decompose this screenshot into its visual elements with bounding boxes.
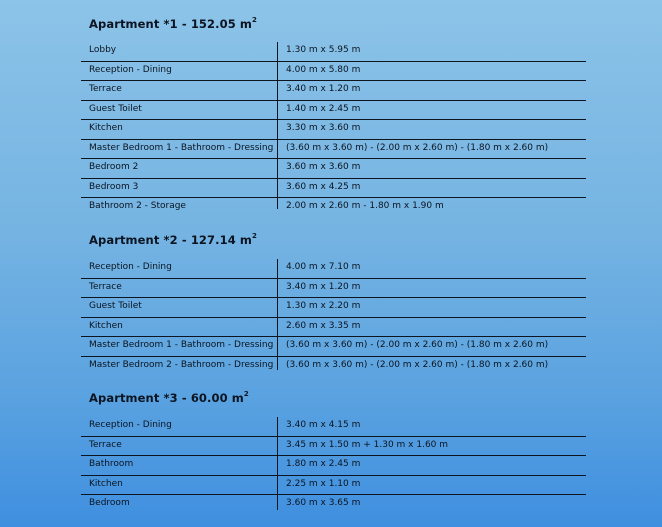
table-row	[81, 140, 586, 160]
apartment-1-table	[81, 42, 586, 217]
table-row	[81, 198, 586, 217]
apartment-3-title-text: Apartment *3 - 60.00 m	[89, 391, 244, 405]
room-label: Bathroom 2 - Storage	[89, 201, 186, 211]
room-label: Master Bedroom 1 - Bathroom - Dressing	[89, 340, 274, 350]
room-dimensions: 2.60 m x 3.35 m	[286, 320, 361, 331]
room-label: Kitchen	[89, 320, 123, 331]
table-row	[81, 42, 586, 62]
apartment-2-title-text: Apartment *2 - 127.14 m	[89, 233, 252, 247]
table-row	[81, 179, 586, 199]
room-dimensions: 1.40 m x 2.45 m	[286, 103, 361, 114]
table-row	[81, 337, 586, 357]
table-row	[81, 279, 586, 299]
room-label: Reception - Dining	[89, 262, 172, 272]
table-row	[81, 120, 586, 140]
room-label: Terrace	[89, 84, 122, 94]
room-label: Bedroom	[89, 498, 130, 508]
room-label: Bedroom 2	[89, 162, 139, 172]
apartment-1-title-text: Apartment *1 - 152.05 m	[89, 17, 252, 31]
room-dimensions: 3.40 m x 1.20 m	[286, 281, 361, 292]
room-dimensions: 4.00 m x 5.80 m	[286, 64, 361, 75]
table-row	[81, 159, 586, 179]
room-label: Master Bedroom 1 - Bathroom - Dressing	[89, 142, 274, 153]
apartment-2-table	[81, 259, 586, 375]
table-row	[81, 298, 586, 318]
room-label: Reception - Dining	[89, 64, 172, 75]
table-row	[81, 318, 586, 338]
room-dimensions: 4.00 m x 7.10 m	[286, 262, 361, 272]
room-label: Kitchen	[89, 123, 123, 133]
apartment-3-table	[81, 417, 586, 514]
apartment-1-title	[89, 17, 257, 31]
apartment-2-title-sup: 2	[252, 232, 257, 241]
table-row	[81, 101, 586, 121]
apartment-2-title	[89, 233, 257, 247]
room-dimensions: 3.40 m x 1.20 m	[286, 84, 361, 94]
room-dimensions: (3.60 m x 3.60 m) - (2.00 m x 2.60 m) - (1.80 m x 2.60 m)	[286, 340, 549, 350]
room-label: Master Bedroom 2 - Bathroom - Dressing	[89, 359, 274, 370]
apartment-3-title-sup: 2	[243, 390, 249, 399]
room-dimensions: 3.30 m x 3.60 m	[286, 123, 361, 133]
room-dimensions: 3.60 m x 3.65 m	[286, 498, 361, 508]
room-dimensions: 3.45 m x 1.50 m + 1.30 m x 1.60 m	[286, 439, 449, 450]
table-row	[81, 62, 586, 82]
room-dimensions: 3.40 m x 4.15 m	[286, 420, 361, 430]
room-label: Terrace	[89, 281, 122, 292]
room-dimensions: 1.80 m x 2.45 m	[286, 459, 361, 469]
room-label: Bathroom	[89, 459, 134, 469]
room-dimensions: 2.25 m x 1.10 m	[286, 478, 361, 489]
room-dimensions: 1.30 m x 2.20 m	[286, 301, 361, 311]
table-row	[81, 81, 586, 101]
room-label: Terrace	[89, 439, 122, 450]
table-row	[81, 476, 586, 496]
room-dimensions: (3.60 m x 3.60 m) - (2.00 m x 2.60 m) - (1.80 m x 2.60 m)	[286, 142, 549, 153]
apartment-3-title	[89, 391, 249, 405]
room-label: Guest Toilet	[89, 103, 142, 114]
table-row	[81, 417, 586, 437]
room-label: Reception - Dining	[89, 420, 172, 430]
room-dimensions: (3.60 m x 3.60 m) - (2.00 m x 2.60 m) - (1.80 m x 2.60 m)	[286, 359, 549, 370]
apartment-1-title-sup: 2	[252, 16, 257, 25]
room-dimensions: 1.30 m x 5.95 m	[286, 45, 361, 55]
room-dimensions: 2.00 m x 2.60 m - 1.80 m x 1.90 m	[286, 201, 444, 211]
table-row	[81, 437, 586, 457]
table-row	[81, 456, 586, 476]
room-label: Guest Toilet	[89, 301, 142, 311]
room-label: Lobby	[89, 45, 117, 55]
table-row	[81, 259, 586, 279]
room-label: Bedroom 3	[89, 181, 139, 192]
room-label: Kitchen	[89, 478, 123, 489]
table-row	[81, 495, 586, 514]
room-dimensions: 3.60 m x 3.60 m	[286, 162, 361, 172]
room-dimensions: 3.60 m x 4.25 m	[286, 181, 361, 192]
table-row	[81, 357, 586, 376]
